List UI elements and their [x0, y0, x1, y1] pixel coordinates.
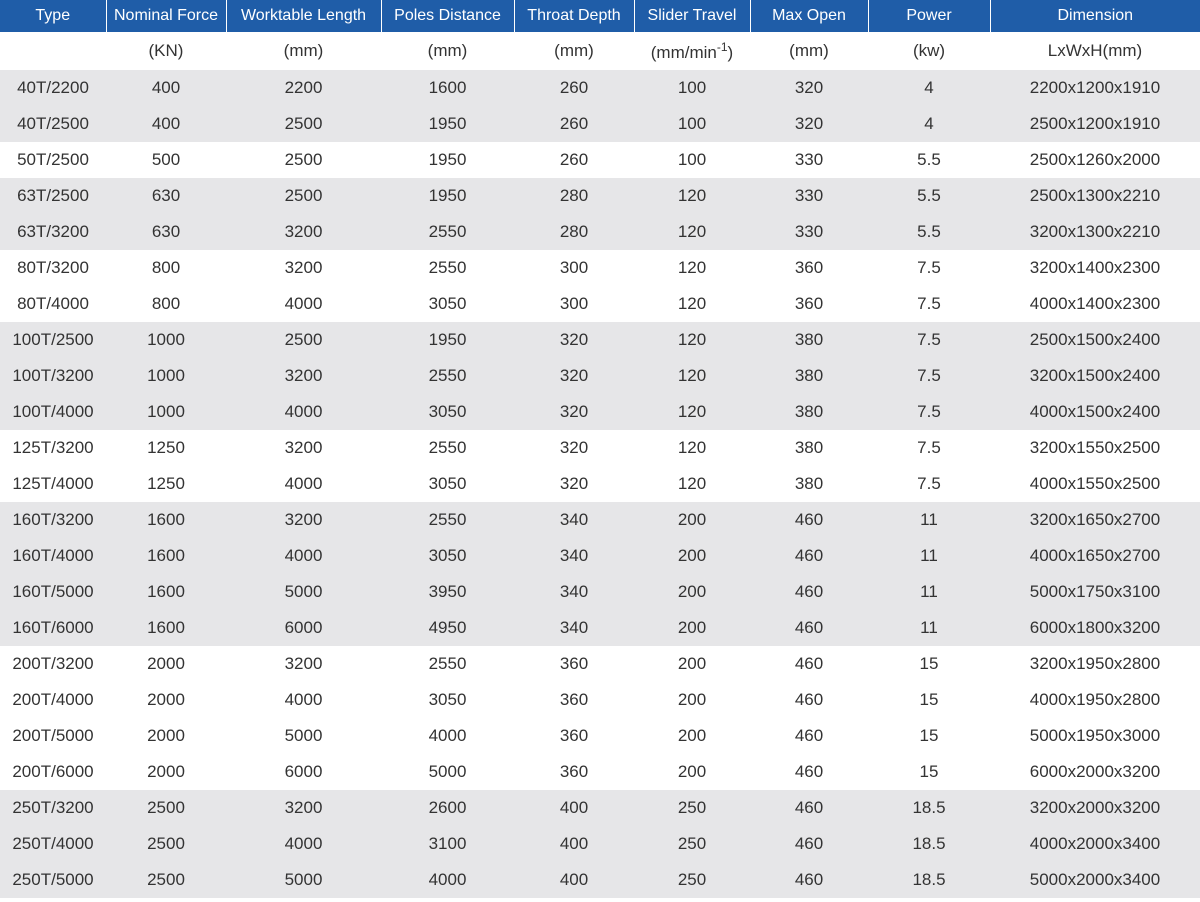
table-row: [0, 70, 1200, 106]
unit-poles-distance: (mm): [381, 32, 514, 70]
cell-throat-depth: 260: [514, 70, 634, 106]
cell-type: 40T/2500: [0, 106, 106, 142]
cell-dimension: 3200x1400x2300: [990, 250, 1200, 286]
cell-poles-distance: 1950: [381, 106, 514, 142]
cell-nominal-force: 2000: [106, 646, 226, 682]
cell-nominal-force: 1600: [106, 610, 226, 646]
cell-max-open: 330: [750, 178, 868, 214]
table-row: [0, 754, 1200, 790]
cell-slider-travel: 250: [634, 790, 750, 826]
cell-nominal-force: 1000: [106, 358, 226, 394]
header-throat-depth: Throat Depth: [514, 0, 634, 32]
cell-max-open: 460: [750, 682, 868, 718]
cell-poles-distance: 3950: [381, 574, 514, 610]
cell-poles-distance: 2550: [381, 358, 514, 394]
cell-max-open: 330: [750, 142, 868, 178]
cell-max-open: 360: [750, 250, 868, 286]
cell-slider-travel: 200: [634, 718, 750, 754]
cell-worktable-length: 4000: [226, 826, 381, 862]
cell-type: 200T/5000: [0, 718, 106, 754]
cell-throat-depth: 300: [514, 286, 634, 322]
cell-worktable-length: 2500: [226, 106, 381, 142]
cell-dimension: 4000x2000x3400: [990, 826, 1200, 862]
cell-type: 63T/3200: [0, 214, 106, 250]
cell-max-open: 460: [750, 790, 868, 826]
cell-type: 80T/3200: [0, 250, 106, 286]
cell-power: 11: [868, 502, 990, 538]
cell-type: 250T/3200: [0, 790, 106, 826]
cell-max-open: 460: [750, 826, 868, 862]
cell-worktable-length: 2500: [226, 322, 381, 358]
cell-throat-depth: 340: [514, 574, 634, 610]
cell-type: 63T/2500: [0, 178, 106, 214]
cell-power: 11: [868, 610, 990, 646]
cell-worktable-length: 4000: [226, 286, 381, 322]
cell-poles-distance: 1950: [381, 322, 514, 358]
header-poles-distance: Poles Distance: [381, 0, 514, 32]
cell-power: 4: [868, 70, 990, 106]
cell-nominal-force: 800: [106, 286, 226, 322]
cell-throat-depth: 320: [514, 394, 634, 430]
cell-throat-depth: 340: [514, 610, 634, 646]
table-row: [0, 430, 1200, 466]
cell-max-open: 460: [750, 754, 868, 790]
cell-poles-distance: 3050: [381, 682, 514, 718]
cell-type: 80T/4000: [0, 286, 106, 322]
cell-slider-travel: 200: [634, 502, 750, 538]
cell-poles-distance: 4000: [381, 718, 514, 754]
cell-dimension: 3200x2000x3200: [990, 790, 1200, 826]
cell-type: 160T/6000: [0, 610, 106, 646]
cell-type: 50T/2500: [0, 142, 106, 178]
cell-poles-distance: 2600: [381, 790, 514, 826]
cell-poles-distance: 3050: [381, 394, 514, 430]
cell-type: 100T/3200: [0, 358, 106, 394]
cell-type: 40T/2200: [0, 70, 106, 106]
cell-power: 7.5: [868, 394, 990, 430]
cell-power: 7.5: [868, 322, 990, 358]
cell-worktable-length: 5000: [226, 718, 381, 754]
cell-worktable-length: 3200: [226, 502, 381, 538]
unit-type: [0, 32, 106, 70]
cell-nominal-force: 500: [106, 142, 226, 178]
cell-type: 200T/3200: [0, 646, 106, 682]
cell-max-open: 380: [750, 430, 868, 466]
cell-throat-depth: 320: [514, 322, 634, 358]
cell-throat-depth: 400: [514, 790, 634, 826]
table-row: [0, 214, 1200, 250]
cell-max-open: 460: [750, 538, 868, 574]
cell-worktable-length: 5000: [226, 862, 381, 898]
cell-poles-distance: 2550: [381, 250, 514, 286]
header-row: [0, 0, 1200, 32]
cell-throat-depth: 300: [514, 250, 634, 286]
table-row: [0, 574, 1200, 610]
cell-max-open: 380: [750, 358, 868, 394]
cell-dimension: 3200x1650x2700: [990, 502, 1200, 538]
table-row: [0, 610, 1200, 646]
cell-throat-depth: 280: [514, 214, 634, 250]
cell-dimension: 3200x1500x2400: [990, 358, 1200, 394]
table-row: [0, 358, 1200, 394]
cell-dimension: 2500x1500x2400: [990, 322, 1200, 358]
cell-worktable-length: 3200: [226, 430, 381, 466]
cell-nominal-force: 1250: [106, 430, 226, 466]
cell-worktable-length: 5000: [226, 574, 381, 610]
cell-type: 200T/6000: [0, 754, 106, 790]
header-nominal-force: Nominal Force: [106, 0, 226, 32]
cell-power: 5.5: [868, 142, 990, 178]
cell-max-open: 460: [750, 502, 868, 538]
cell-type: 200T/4000: [0, 682, 106, 718]
cell-dimension: 4000x1550x2500: [990, 466, 1200, 502]
cell-nominal-force: 2500: [106, 790, 226, 826]
cell-poles-distance: 1950: [381, 178, 514, 214]
cell-type: 160T/4000: [0, 538, 106, 574]
cell-dimension: 2500x1260x2000: [990, 142, 1200, 178]
cell-worktable-length: 6000: [226, 610, 381, 646]
cell-dimension: 4000x1500x2400: [990, 394, 1200, 430]
table-row: [0, 502, 1200, 538]
cell-power: 5.5: [868, 214, 990, 250]
cell-slider-travel: 120: [634, 322, 750, 358]
cell-power: 15: [868, 754, 990, 790]
cell-poles-distance: 1950: [381, 142, 514, 178]
cell-dimension: 6000x2000x3200: [990, 754, 1200, 790]
cell-power: 15: [868, 718, 990, 754]
header-max-open: Max Open: [750, 0, 868, 32]
table-row: [0, 862, 1200, 898]
cell-slider-travel: 100: [634, 70, 750, 106]
cell-type: 100T/4000: [0, 394, 106, 430]
units-row: [0, 32, 1200, 70]
table-row: [0, 394, 1200, 430]
cell-power: 7.5: [868, 466, 990, 502]
cell-max-open: 380: [750, 394, 868, 430]
table-row: [0, 322, 1200, 358]
cell-max-open: 460: [750, 862, 868, 898]
cell-power: 15: [868, 682, 990, 718]
cell-slider-travel: 100: [634, 106, 750, 142]
cell-throat-depth: 340: [514, 502, 634, 538]
cell-dimension: 5000x2000x3400: [990, 862, 1200, 898]
cell-type: 100T/2500: [0, 322, 106, 358]
cell-nominal-force: 2500: [106, 826, 226, 862]
cell-dimension: 5000x1750x3100: [990, 574, 1200, 610]
cell-max-open: 460: [750, 574, 868, 610]
cell-throat-depth: 320: [514, 430, 634, 466]
cell-throat-depth: 360: [514, 718, 634, 754]
cell-nominal-force: 800: [106, 250, 226, 286]
cell-nominal-force: 1000: [106, 394, 226, 430]
cell-power: 18.5: [868, 826, 990, 862]
table-row: [0, 142, 1200, 178]
cell-power: 5.5: [868, 178, 990, 214]
cell-throat-depth: 360: [514, 682, 634, 718]
cell-throat-depth: 400: [514, 862, 634, 898]
unit-dimension: LxWxH(mm): [990, 32, 1200, 70]
unit-max-open: (mm): [750, 32, 868, 70]
cell-poles-distance: 2550: [381, 502, 514, 538]
cell-worktable-length: 4000: [226, 466, 381, 502]
cell-nominal-force: 1600: [106, 538, 226, 574]
header-power: Power: [868, 0, 990, 32]
unit-power: (kw): [868, 32, 990, 70]
cell-power: 7.5: [868, 286, 990, 322]
cell-nominal-force: 630: [106, 178, 226, 214]
cell-slider-travel: 200: [634, 574, 750, 610]
unit-nominal-force: (KN): [106, 32, 226, 70]
cell-poles-distance: 3050: [381, 466, 514, 502]
cell-worktable-length: 2500: [226, 142, 381, 178]
cell-worktable-length: 6000: [226, 754, 381, 790]
table-row: [0, 178, 1200, 214]
table-row: [0, 682, 1200, 718]
table-row: [0, 250, 1200, 286]
cell-poles-distance: 2550: [381, 646, 514, 682]
cell-max-open: 360: [750, 286, 868, 322]
cell-dimension: 3200x1550x2500: [990, 430, 1200, 466]
cell-poles-distance: 3050: [381, 538, 514, 574]
cell-nominal-force: 1600: [106, 502, 226, 538]
cell-power: 4: [868, 106, 990, 142]
cell-throat-depth: 400: [514, 826, 634, 862]
cell-throat-depth: 260: [514, 142, 634, 178]
cell-nominal-force: 1600: [106, 574, 226, 610]
cell-poles-distance: 4950: [381, 610, 514, 646]
cell-dimension: 3200x1950x2800: [990, 646, 1200, 682]
cell-max-open: 320: [750, 106, 868, 142]
cell-max-open: 460: [750, 718, 868, 754]
cell-nominal-force: 400: [106, 106, 226, 142]
header-dimension: Dimension: [990, 0, 1200, 32]
cell-dimension: 4000x1950x2800: [990, 682, 1200, 718]
cell-slider-travel: 120: [634, 358, 750, 394]
cell-nominal-force: 2000: [106, 754, 226, 790]
unit-slider-travel: [634, 32, 750, 70]
cell-throat-depth: 320: [514, 358, 634, 394]
cell-max-open: 460: [750, 610, 868, 646]
cell-power: 18.5: [868, 862, 990, 898]
cell-max-open: 380: [750, 322, 868, 358]
cell-slider-travel: 120: [634, 466, 750, 502]
cell-nominal-force: 630: [106, 214, 226, 250]
cell-max-open: 320: [750, 70, 868, 106]
table-row: [0, 646, 1200, 682]
cell-poles-distance: 2550: [381, 214, 514, 250]
cell-dimension: 5000x1950x3000: [990, 718, 1200, 754]
cell-power: 7.5: [868, 250, 990, 286]
cell-throat-depth: 360: [514, 754, 634, 790]
cell-slider-travel: 120: [634, 214, 750, 250]
cell-worktable-length: 2500: [226, 178, 381, 214]
cell-dimension: 4000x1400x2300: [990, 286, 1200, 322]
cell-max-open: 380: [750, 466, 868, 502]
cell-slider-travel: 120: [634, 250, 750, 286]
cell-worktable-length: 4000: [226, 538, 381, 574]
cell-worktable-length: 3200: [226, 250, 381, 286]
cell-type: 160T/3200: [0, 502, 106, 538]
cell-power: 11: [868, 574, 990, 610]
unit-throat-depth: (mm): [514, 32, 634, 70]
cell-slider-travel: 200: [634, 682, 750, 718]
cell-slider-travel: 120: [634, 430, 750, 466]
header-slider-travel: Slider Travel: [634, 0, 750, 32]
unit-slider-travel-exponent: -1: [716, 39, 728, 54]
cell-slider-travel: 100: [634, 142, 750, 178]
table-row: [0, 466, 1200, 502]
cell-throat-depth: 320: [514, 466, 634, 502]
unit-slider-travel-close: ): [727, 42, 734, 62]
cell-dimension: 2500x1300x2210: [990, 178, 1200, 214]
cell-worktable-length: 3200: [226, 358, 381, 394]
cell-poles-distance: 1600: [381, 70, 514, 106]
cell-worktable-length: 4000: [226, 394, 381, 430]
cell-poles-distance: 3050: [381, 286, 514, 322]
cell-nominal-force: 2000: [106, 718, 226, 754]
cell-max-open: 330: [750, 214, 868, 250]
cell-type: 160T/5000: [0, 574, 106, 610]
unit-slider-travel-base: (mm/min: [650, 42, 717, 62]
cell-nominal-force: 400: [106, 70, 226, 106]
cell-worktable-length: 2200: [226, 70, 381, 106]
cell-dimension: 6000x1800x3200: [990, 610, 1200, 646]
cell-slider-travel: 120: [634, 286, 750, 322]
cell-type: 125T/3200: [0, 430, 106, 466]
cell-slider-travel: 200: [634, 646, 750, 682]
table-row: [0, 538, 1200, 574]
table-row: [0, 718, 1200, 754]
cell-poles-distance: 3100: [381, 826, 514, 862]
cell-throat-depth: 360: [514, 646, 634, 682]
table-row: [0, 286, 1200, 322]
table-header: [0, 0, 1200, 32]
cell-poles-distance: 4000: [381, 862, 514, 898]
cell-power: 7.5: [868, 358, 990, 394]
cell-throat-depth: 280: [514, 178, 634, 214]
cell-type: 250T/5000: [0, 862, 106, 898]
cell-worktable-length: 4000: [226, 682, 381, 718]
cell-slider-travel: 200: [634, 610, 750, 646]
cell-dimension: 3200x1300x2210: [990, 214, 1200, 250]
cell-poles-distance: 5000: [381, 754, 514, 790]
cell-slider-travel: 120: [634, 178, 750, 214]
header-worktable-length: Worktable Length: [226, 0, 381, 32]
cell-max-open: 460: [750, 646, 868, 682]
cell-dimension: 4000x1650x2700: [990, 538, 1200, 574]
header-type: Type: [0, 0, 106, 32]
cell-throat-depth: 340: [514, 538, 634, 574]
cell-power: 18.5: [868, 790, 990, 826]
cell-slider-travel: 200: [634, 754, 750, 790]
cell-dimension: 2500x1200x1910: [990, 106, 1200, 142]
table-row: [0, 106, 1200, 142]
cell-type: 125T/4000: [0, 466, 106, 502]
cell-slider-travel: 200: [634, 538, 750, 574]
cell-worktable-length: 3200: [226, 646, 381, 682]
cell-nominal-force: 1250: [106, 466, 226, 502]
cell-power: 11: [868, 538, 990, 574]
cell-power: 15: [868, 646, 990, 682]
cell-slider-travel: 250: [634, 862, 750, 898]
cell-nominal-force: 2000: [106, 682, 226, 718]
table-row: [0, 826, 1200, 862]
cell-slider-travel: 120: [634, 394, 750, 430]
table-row: [0, 790, 1200, 826]
cell-nominal-force: 2500: [106, 862, 226, 898]
cell-worktable-length: 3200: [226, 790, 381, 826]
cell-nominal-force: 1000: [106, 322, 226, 358]
cell-throat-depth: 260: [514, 106, 634, 142]
cell-worktable-length: 3200: [226, 214, 381, 250]
cell-dimension: 2200x1200x1910: [990, 70, 1200, 106]
unit-worktable-length: (mm): [226, 32, 381, 70]
cell-slider-travel: 250: [634, 826, 750, 862]
table-body: [0, 32, 1200, 898]
cell-poles-distance: 2550: [381, 430, 514, 466]
cell-type: 250T/4000: [0, 826, 106, 862]
cell-power: 7.5: [868, 430, 990, 466]
